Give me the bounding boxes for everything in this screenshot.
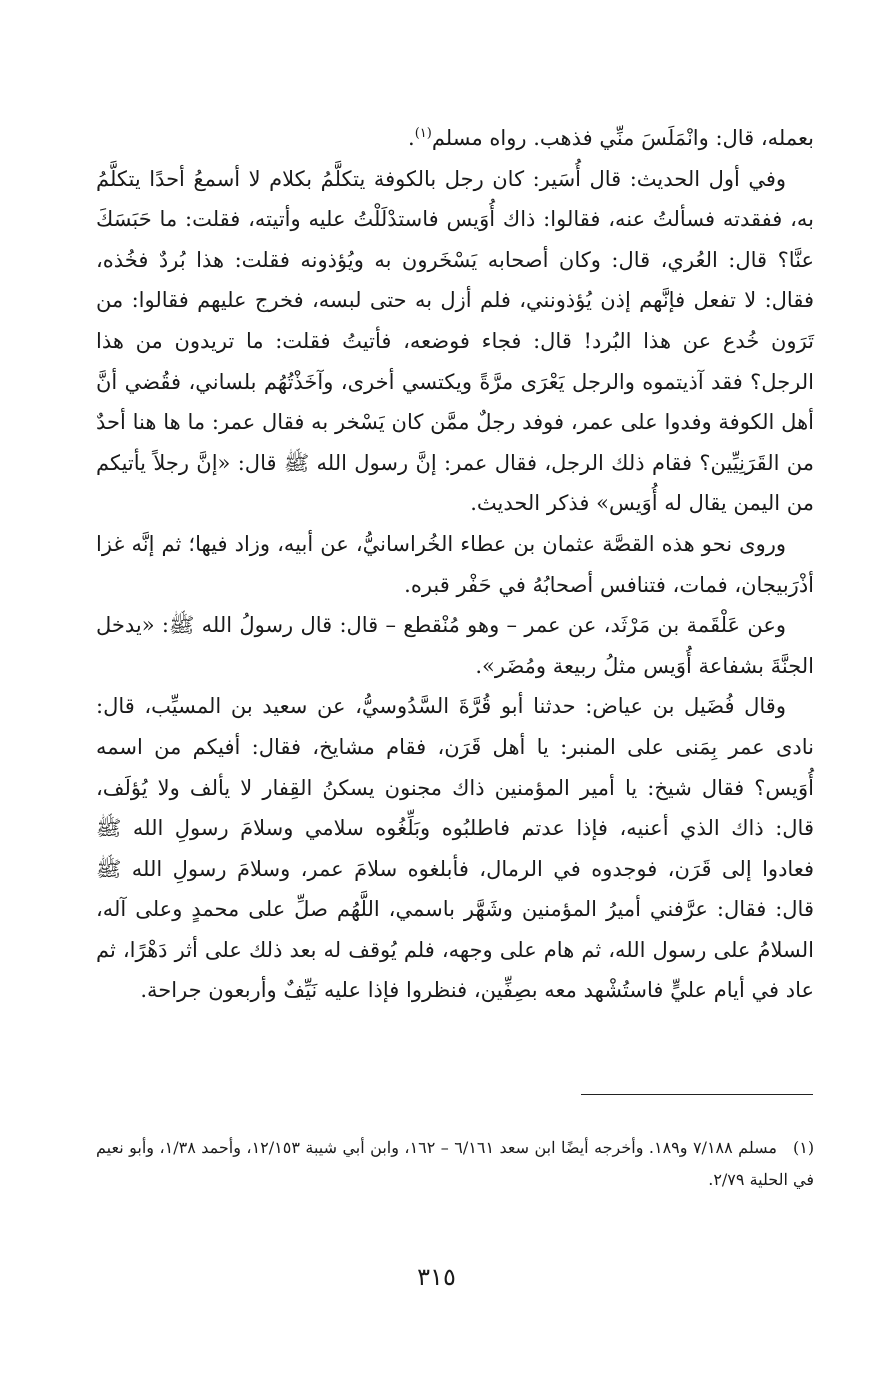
paragraph [96, 159, 814, 524]
page-number: ٣١٥ [417, 1263, 456, 1291]
footnote-divider [581, 1094, 813, 1095]
footnotes-section [96, 1132, 814, 1196]
paragraph-text: وقال فُضَيل بن عياض: حدثنا أبو قُرَّةَ السَّدُوسيُّ، عن سعيد بن المسيِّب، قال: نادى عمر بِمَنى على المنبر: يا أهل قَرَن، فقام مشايخ، فقال: أفيكم من اسمه أُوَيس؟ فقال شيخ: يا أمير المؤمنين ذاك مجنون يسكنُ القِفار لا يألف ولا يُؤلَف، قال: ذاك الذي أعنيه، فإذا عدتم فاطلبُوه وبَلِّغُوه سلامي وسلامَ رسولِ الله ﷺ فعادوا إلى قَرَن، فوجدوه في الرمال، فأبلغوه سلامَ عمر، وسلامَ رسولِ الله ﷺ قال: فقال: عرَّفني أميرُ المؤمنين وشَهَّر باسمي، اللَّهُم صلِّ على محمدٍ وعلى آله، السلامُ على رسول الله، ثم هام على وجهه، فلم يُوقف له بعد ذلك على أثر دَهْرًا، ثم عاد في أيام عليٍّ فاستُشْهد معه بصِفِّين، فنظروا فإذا عليه نَيِّفٌ وأربعون جراحة. [96, 694, 814, 1003]
paragraph-text: وعن عَلْقَمة بن مَرْثَد، عن عمر – وهو مُنْقطع – قال: قال رسولُ الله ﷺ: «يدخل الجنَّةَ بشفاعة أُوَيس مثلُ ربيعة ومُضَر». [96, 613, 814, 678]
paragraph [96, 605, 814, 686]
paragraph-text: وروى نحو هذه القصَّة عثمان بن عطاء الخُراسانيُّ، عن أبيه، وزاد فيها؛ ثم إنَّه غزا أذْرَبيجان، فمات، فتنافس أصحابُهُ في حَفْر قبره. [96, 531, 814, 597]
paragraph [96, 118, 814, 159]
paragraph-tail: . [408, 126, 415, 150]
main-text [96, 118, 814, 1011]
paragraph [96, 686, 814, 1011]
paragraph-text: وفي أول الحديث: قال أُسَير: كان رجل بالكوفة يتكلَّمُ بكلام لا أسمعُ أحدًا يتكلَّمُ به، ففقدته فسألتُ عنه، فقالوا: ذاك أُوَيس فاستدْلَلْتُ عليه وأتيته، فقلت: ما حَبَسَكَ عنَّا؟ قال: العُري، قال: وكان أصحابه يَسْخَرون به ويُؤذونه فقلت: هذا بُردٌ فخُذه، فقال: لا تفعل فإنَّهم إذن يُؤذونني، فلم أزل به حتى لبسه، فخرج عليهم فقالوا: من تَرَون خُدع عن هذا البُرد! قال: فجاء فوضعه، فأتيتُ فقلت: ما تريدون من هذا الرجل؟ فقد آذيتموه والرجل يَعْرَى مرَّةً ويكتسي أخرى، وآخَذْتُهُم بلساني، فقُضي أنَّ أهل الكوفة وفدوا على عمر، فوفد رجلٌ ممَّن كان يَسْخر به فقال عمر: ما ها هنا أحدٌ من القَرَنِيِّين؟ فقام ذلك الرجل، فقال عمر: إنَّ رسول الله ﷺ قال: «إنَّ رجلاً يأتيكم من اليمن يقال له أُوَيس» فذكر الحديث. [96, 166, 814, 516]
footnote-text: مسلم ٧/١٨٨ و١٨٩. وأخرجه أيضًا ابن سعد ٦/١٦١ – ١٦٢، وابن أبي شيبة ١٢/١٥٣، وأحمد ١/٣٨، وأبو نعيم في الحلية ٢/٧٩. [96, 1138, 814, 1189]
footnote-reference[interactable]: (١) [414, 126, 432, 141]
paragraph-text: بعمله، قال: وانْمَلَسَ منِّي فذهب. رواه مسلم [431, 126, 814, 150]
footnote [96, 1132, 814, 1196]
footnote-label: (١) [792, 1138, 815, 1157]
paragraph [96, 524, 814, 605]
